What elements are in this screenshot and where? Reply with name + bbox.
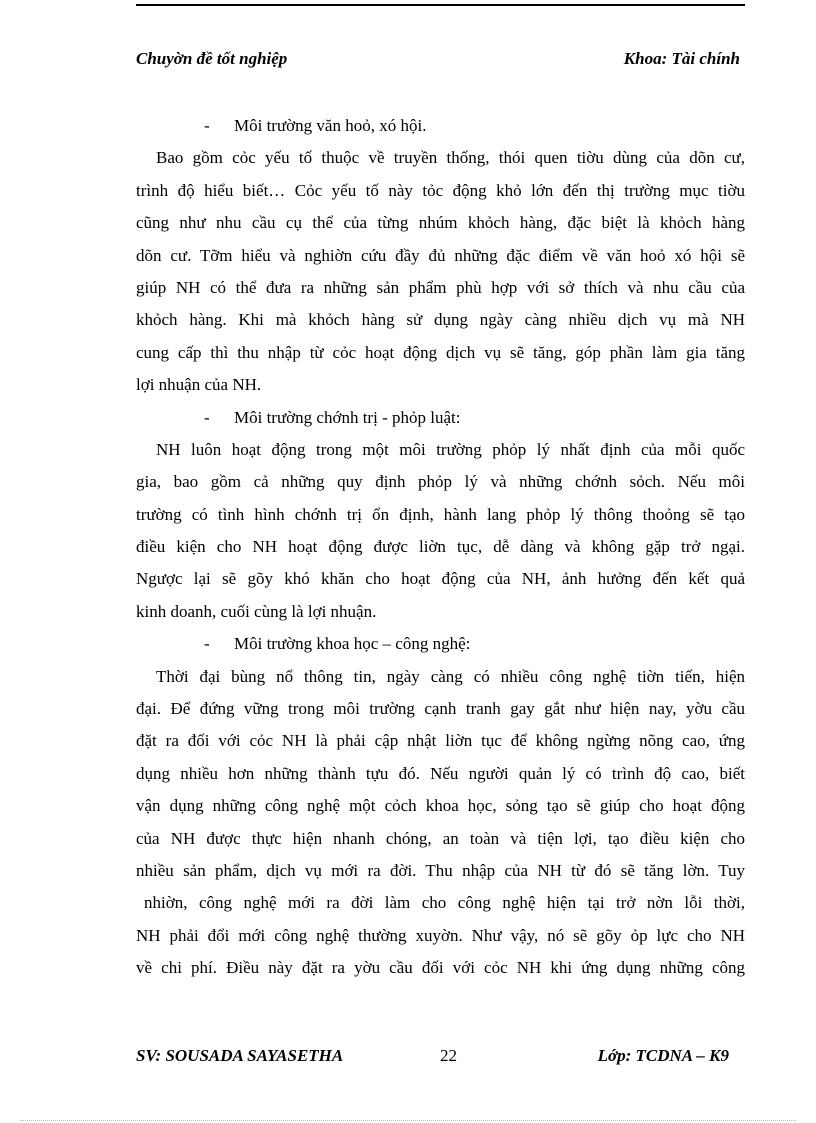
paragraph-line: nhiều sản phẩm, dịch vụ mới ra đời. Thu nhập của NH từ đó sẽ tăng lờn. Tuy <box>136 860 745 880</box>
paragraph-line: đặt ra đối với cỏc NH là phải cập nhật liờn tục để không ngừng nõng cao, ứng <box>136 731 745 751</box>
header-department: Khoa: Tài chính <box>623 49 740 68</box>
bullet-dash: - <box>204 634 210 654</box>
header-title: Chuyờn đề tốt nghiệp <box>136 49 288 68</box>
footer-student: SV: SOUSADA SAYASETHA <box>136 1046 344 1065</box>
header-rule <box>136 4 745 6</box>
page-number: 22 <box>440 1046 457 1065</box>
paragraph-line: điều kiện cho NH hoạt động được liờn tục, dễ dàng và không gặp trở ngại. <box>136 537 745 557</box>
bullet-text: Môi trường văn hoỏ, xó hội. <box>234 116 427 135</box>
bullet-dash: - <box>204 407 210 427</box>
page-bottom-border <box>20 1120 796 1121</box>
page-footer <box>136 1046 745 1068</box>
paragraph-line: NH luôn hoạt động trong một môi trường phỏp lý nhất định của mỗi quốc <box>156 439 745 459</box>
paragraph-line: trình độ hiểu biết… Cỏc yếu tố này tỏc động khỏ lớn đến thị trường mục tiờu <box>136 180 745 200</box>
paragraph-line: cũng như nhu cầu cụ thể của từng nhúm khỏch hàng, đặc biệt là khỏch hàng <box>136 213 745 233</box>
footer-class: Lớp: TCDNA – K9 <box>597 1046 729 1065</box>
bullet-item <box>136 402 745 434</box>
paragraph-line: về chi phí. Điều này đặt ra yờu cầu đối với cỏc NH khi ứng dụng những công <box>136 958 745 978</box>
bullet-text: Môi trường chớnh trị - phỏp luật: <box>234 407 461 427</box>
paragraph-line: của NH được thực hiện nhanh chóng, an toàn và tiện lợi, tạo điều kiện cho <box>136 828 745 848</box>
paragraph-line: đại. Để đứng vững trong môi trường cạnh tranh gay gắt như hiện nay, yờu cầu <box>136 699 745 719</box>
paragraph-line: Thời đại bùng nổ thông tin, ngày càng có nhiều công nghệ tiờn tiến, hiện <box>156 666 745 686</box>
paragraph-line: cung cấp thì thu nhập từ cỏc hoạt động dịch vụ sẽ tăng, góp phần làm gia tăng <box>136 342 745 362</box>
paragraph-line: Bao gồm cỏc yếu tố thuộc về truyền thống, thói quen tiờu dùng của dõn cư, <box>156 148 745 168</box>
bullet-text: Môi trường khoa học – công nghệ: <box>234 634 471 654</box>
paragraph-line: khỏch hàng. Khi mà khỏch hàng sử dụng ngày càng nhiều dịch vụ mà NH <box>136 310 745 330</box>
bullet-item <box>136 110 745 142</box>
paragraph-line: dõn cư. Tỡm hiểu và nghiờn cứu đầy đủ những đặc điểm về văn hoỏ xó hội sẽ <box>136 245 745 265</box>
paragraph-line: dụng nhiều hơn những thành tựu đó. Nếu người quản lý có trình độ cao, biết <box>136 763 745 783</box>
paragraph-line: NH phải đổi mới công nghệ thường xuyờn. Như vậy, nó sẽ gõy ỏp lực cho NH <box>136 925 745 945</box>
paragraph-line: trường có tình hình chớnh trị ổn định, hành lang phỏp lý thông thoỏng sẽ tạo <box>136 504 745 524</box>
paragraph-line: gia, bao gồm cả những quy định phỏp lý và những chớnh sỏch. Nếu môi <box>136 472 745 492</box>
paragraph-line: Ngược lại sẽ gõy khó khăn cho hoạt động của NH, ảnh hưởng đến kết quả <box>136 569 745 589</box>
paragraph-line: nhiờn, công nghệ mới ra đời làm cho công nghệ hiện tại trở nờn lỗi thời, <box>144 893 745 913</box>
paragraph-line: kinh doanh, cuối cùng là lợi nhuận. <box>136 601 377 621</box>
bullet-dash: - <box>204 116 210 135</box>
page-body <box>136 110 745 985</box>
paragraph-line: giúp NH có thể đưa ra những sản phẩm phù hợp với sở thích và nhu cầu của <box>136 277 745 297</box>
paragraph-line: vận dụng những công nghệ một cỏch khoa học, sỏng tạo sẽ giúp cho hoạt động <box>136 796 745 816</box>
bullet-item <box>136 628 745 660</box>
paragraph-line: lợi nhuận của NH. <box>136 375 262 395</box>
